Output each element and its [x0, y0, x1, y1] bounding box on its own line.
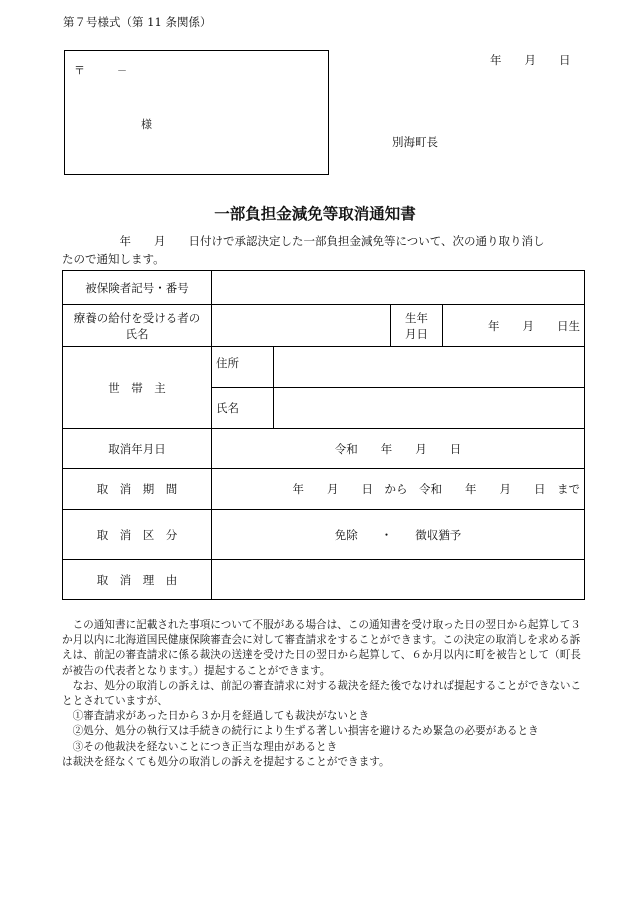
notes-list-item: ②処分、処分の執行又は手続きの続行により生ずる著しい損害を避けるため緊急の必要があるとき	[62, 725, 539, 738]
intro-text	[62, 232, 582, 268]
cancel-date-label: 取消年月日	[63, 429, 212, 469]
insured-number-value[interactable]	[212, 271, 585, 305]
recipient-honorific: 様	[141, 118, 152, 131]
document-title: 一部負担金減免等取消通知書	[214, 204, 416, 223]
issuer-name: 別海町長	[392, 135, 438, 149]
name-label: 氏名	[212, 388, 274, 429]
insured-number-label: 被保険者記号・番号	[63, 271, 212, 305]
birth-label-line-2: 月日	[405, 326, 428, 341]
notification-table	[62, 270, 585, 600]
cancel-category-value[interactable]: 免除 ・ 徴収猶予	[212, 510, 585, 560]
cancel-category-label: 取 消 区 分	[63, 510, 212, 560]
address-label: 住所	[212, 347, 274, 388]
appeal-notes	[62, 618, 584, 770]
recipient-name-value[interactable]	[212, 305, 391, 347]
postal-code-dash: －	[117, 66, 127, 77]
notes-paragraph: この通知書に記載された事項について不服がある場合は、この通知書を受け取った日の翌日から起算して３か月以内に北海道国民健康保険審査会に対して審査請求をすることができます。この決定の取消しを求める訴えは、前記の審査請求に係る裁決の送達を受けた日の翌日から起算して、６か月以内に町を被告として（町長が被告の代表者となります。）提起することができます。	[62, 619, 581, 677]
issue-date: 年 月 日	[490, 53, 571, 67]
cancel-date-value[interactable]: 令和 年 月 日	[212, 429, 585, 469]
address-value[interactable]	[274, 347, 585, 388]
notes-list-item: ③その他裁決を経ないことにつき正当な理由があるとき	[62, 740, 338, 753]
recipient-name-label	[63, 305, 212, 347]
address-box	[64, 50, 329, 175]
cancel-period-value[interactable]: 年 月 日 から 令和 年 月 日 まで	[212, 469, 585, 510]
recipient-label-line-2: 氏名	[125, 326, 149, 341]
cancel-reason-value[interactable]	[212, 560, 585, 600]
postal-mark-icon: 〒	[74, 64, 85, 77]
cancel-period-label: 取 消 期 間	[63, 469, 212, 510]
cancel-reason-label: 取 消 理 由	[63, 560, 212, 600]
form-number: 第７号様式（第 11 条関係）	[63, 15, 212, 29]
notes-paragraph: は裁決を経なくても処分の取消しの訴えを提起することができます。	[62, 755, 390, 768]
birth-label-line-1: 生年	[405, 310, 428, 325]
household-head-label: 世 帯 主	[63, 347, 212, 429]
recipient-label-line-1: 療養の給付を受ける者の	[73, 310, 201, 325]
intro-line-2: たので通知します。	[62, 252, 165, 266]
notes-list-item: ①審査請求があった日から３か月を経過しても裁決がないとき	[62, 710, 370, 723]
intro-line-1: 年 月 日付けで承認決定した一部負担金減免等について、次の通り取り消し	[62, 234, 545, 248]
birth-date-label	[391, 305, 443, 347]
notes-paragraph: なお、処分の取消しの訴えは、前記の審査請求に対する裁決を経た後でなければ提起することができないこととされていますが、	[62, 679, 582, 708]
birth-date-value[interactable]: 年 月 日生	[443, 305, 585, 347]
name-value[interactable]	[274, 388, 585, 429]
